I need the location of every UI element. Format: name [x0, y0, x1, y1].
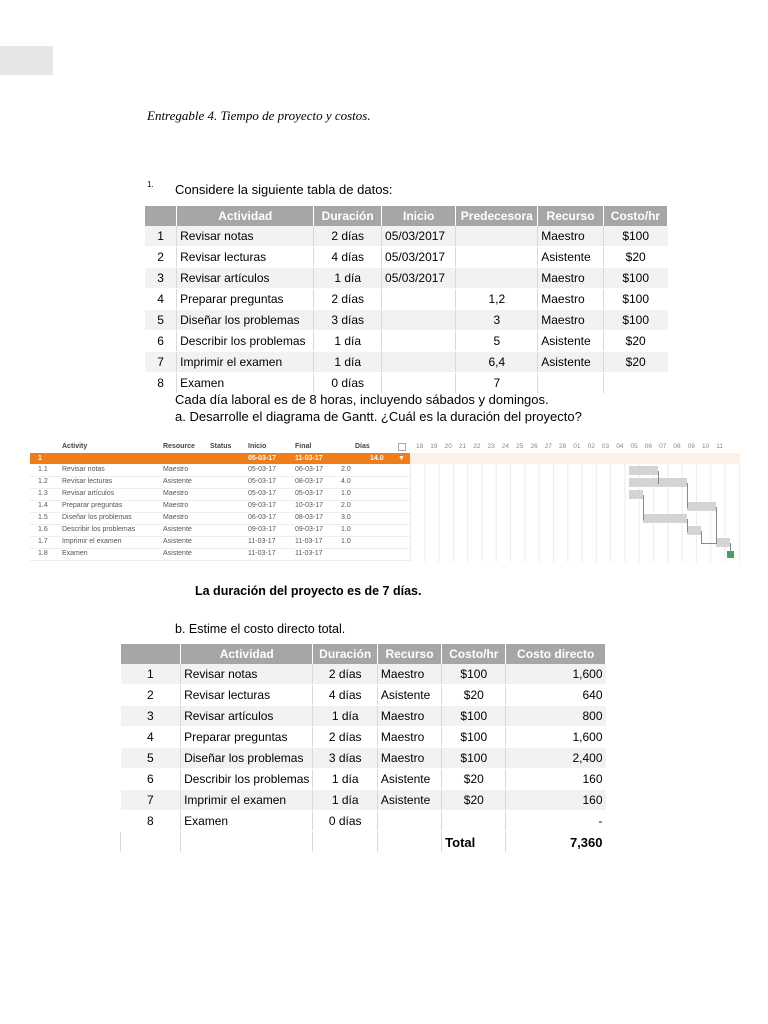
gantt-day-label: 23	[487, 443, 495, 450]
task-name: Describir los problemas	[62, 526, 136, 533]
row-number: 8	[145, 373, 177, 394]
task-start: 05-03-17	[248, 478, 277, 485]
start-date: 05/03/2017	[382, 268, 456, 289]
direct-cost: 160	[506, 769, 606, 790]
duration: 1 día	[314, 352, 382, 373]
resource	[377, 811, 441, 832]
activity-name: Preparar preguntas	[181, 727, 313, 748]
row-number: 3	[145, 268, 177, 289]
task-start: 11-03-17	[248, 550, 276, 557]
gantt-day-label: 27	[544, 443, 552, 450]
total-cell-empty	[377, 832, 441, 853]
task-resource: Asistente	[163, 526, 192, 533]
table-row	[121, 727, 606, 748]
activity-name: Imprimir el examen	[181, 790, 313, 811]
table-row	[121, 769, 606, 790]
task-resource: Maestro	[163, 490, 189, 497]
predecessor	[456, 268, 538, 289]
total-cell-empty	[121, 832, 181, 853]
table-row	[121, 664, 606, 685]
task-end: 06-03-17	[295, 466, 324, 473]
row-number: 3	[121, 706, 181, 727]
gantt-header-inicio: Inicio	[248, 443, 267, 450]
start-date	[382, 352, 456, 373]
total-cell-empty	[313, 832, 377, 853]
row-number: 2	[145, 247, 177, 268]
gantt-day-label: 07	[659, 443, 667, 450]
task-start: 05-03-17	[248, 466, 277, 473]
header-costo-directo: Costo directo	[506, 644, 606, 664]
task-name: Revisar artículos	[62, 490, 115, 497]
row-number: 4	[145, 289, 177, 310]
start-date	[382, 289, 456, 310]
header-duracion: Duración	[313, 644, 377, 664]
task-name: Imprimir el examen	[62, 538, 122, 545]
cost-per-hour: $100	[603, 310, 667, 331]
table-row	[145, 331, 668, 352]
gantt-header-activity: Activity	[62, 443, 88, 450]
table-row	[121, 790, 606, 811]
gantt-day-label: 08	[673, 443, 681, 450]
resource: Asistente	[538, 352, 604, 373]
cost-per-hour: $100	[442, 727, 506, 748]
activity-name: Preparar preguntas	[177, 289, 314, 310]
resource: Maestro	[538, 310, 604, 331]
total-value: 7,360	[506, 832, 606, 853]
gantt-chart	[30, 440, 740, 565]
duration: 1 día	[313, 790, 377, 811]
table-row	[145, 310, 668, 331]
activity-name: Revisar artículos	[181, 706, 313, 727]
gantt-bar-disenar-problemas[interactable]	[643, 514, 687, 523]
task-days: 3.0	[341, 514, 351, 521]
calendar-icon[interactable]	[398, 443, 406, 451]
predecessor	[456, 247, 538, 268]
table-row	[121, 706, 606, 727]
gantt-header-resource: Resource	[163, 443, 195, 450]
task-end: 11-03-17	[295, 538, 323, 545]
duration: 2 días	[313, 727, 377, 748]
cost-per-hour: $20	[442, 685, 506, 706]
cost-per-hour: $100	[442, 706, 506, 727]
duration: 1 día	[313, 706, 377, 727]
cost-per-hour	[442, 811, 506, 832]
table-row	[121, 811, 606, 832]
predecessor	[456, 226, 538, 247]
total-label: Total	[442, 832, 506, 853]
task-id: 1.8	[38, 550, 48, 557]
gantt-day-label: 09	[687, 443, 695, 450]
task-resource: Maestro	[163, 514, 189, 521]
activity-name: Revisar artículos	[177, 268, 314, 289]
gantt-summary-dias: 14.0	[370, 455, 384, 462]
duration: 2 días	[314, 289, 382, 310]
task-id: 1.5	[38, 514, 48, 521]
row-number: 2	[121, 685, 181, 706]
task-resource: Maestro	[163, 502, 189, 509]
task-id: 1.4	[38, 502, 48, 509]
direct-cost: 800	[506, 706, 606, 727]
row-number: 1	[121, 664, 181, 685]
gantt-day-label: 20	[444, 443, 452, 450]
duration: 2 días	[313, 664, 377, 685]
resource: Maestro	[538, 226, 604, 247]
table-row	[145, 226, 668, 247]
task-id: 1.7	[38, 538, 48, 545]
activities-table-header	[145, 206, 668, 226]
resource	[538, 373, 604, 394]
direct-cost-table	[120, 644, 606, 853]
page-corner-tab	[0, 46, 53, 75]
task-start: 09-03-17	[248, 502, 277, 509]
duration: 2 días	[314, 226, 382, 247]
gantt-summary-timeline	[410, 453, 740, 464]
cost-per-hour: $20	[442, 790, 506, 811]
cost-per-hour: $20	[603, 352, 667, 373]
gantt-bar-preparar-preguntas[interactable]	[687, 502, 716, 511]
gantt-day-label: 03	[601, 443, 610, 450]
cost-per-hour: $100	[442, 748, 506, 769]
header-number	[145, 206, 177, 226]
header-duracion: Duración	[314, 206, 382, 226]
resource: Maestro	[538, 289, 604, 310]
row-number: 7	[145, 352, 177, 373]
total-row	[121, 832, 606, 853]
task-end: 09-03-17	[295, 526, 324, 533]
gantt-link	[658, 471, 659, 484]
task-id: 1.2	[38, 478, 48, 485]
gantt-bar-revisar-articulos[interactable]	[629, 490, 643, 499]
header-recurso: Recurso	[377, 644, 441, 664]
predecessor: 5	[456, 331, 538, 352]
task-resource: Asistente	[163, 550, 192, 557]
predecessor: 1,2	[456, 289, 538, 310]
task-days: 1.0	[341, 490, 351, 497]
workday-note: Cada día laboral es de 8 horas, incluyendo sábados y domingos.	[175, 392, 549, 407]
gantt-task-row[interactable]	[30, 548, 410, 561]
task-end: 10-03-17	[295, 502, 324, 509]
question-1-text: Considere la siguiente tabla de datos:	[175, 182, 393, 197]
question-b: b. Estime el costo directo total.	[175, 622, 346, 636]
duration: 4 días	[314, 247, 382, 268]
gantt-day-label: 02	[587, 443, 595, 450]
gantt-day-label: 05	[630, 443, 638, 450]
gantt-link	[716, 507, 717, 544]
gantt-day-label: 10	[702, 443, 710, 450]
duration: 4 días	[313, 685, 377, 706]
gantt-summary-final: 11-03-17	[295, 455, 323, 462]
cost-per-hour: $100	[603, 289, 667, 310]
gantt-day-label: 21	[458, 443, 467, 450]
gantt-day-label: 26	[530, 443, 538, 450]
gantt-link	[687, 483, 688, 508]
task-id: 1.3	[38, 490, 48, 497]
header-recurso: Recurso	[538, 206, 604, 226]
table-row	[121, 685, 606, 706]
direct-cost: 2,400	[506, 748, 606, 769]
cost-per-hour: $100	[603, 226, 667, 247]
task-days: 4.0	[341, 478, 351, 485]
activity-name: Imprimir el examen	[177, 352, 314, 373]
cost-per-hour	[603, 373, 667, 394]
activities-table	[145, 206, 668, 394]
start-date	[382, 310, 456, 331]
duration: 1 día	[314, 331, 382, 352]
question-1-number: 1.	[147, 180, 154, 189]
activity-name: Revisar lecturas	[177, 247, 314, 268]
start-date: 05/03/2017	[382, 226, 456, 247]
start-date: 05/03/2017	[382, 247, 456, 268]
resource: Asistente	[377, 769, 441, 790]
task-name: Revisar notas	[62, 466, 105, 473]
task-name: Examen	[62, 550, 88, 557]
task-resource: Maestro	[163, 466, 189, 473]
predecessor: 3	[456, 310, 538, 331]
resource: Maestro	[377, 706, 441, 727]
duration: 0 días	[313, 811, 377, 832]
resource: Maestro	[377, 727, 441, 748]
direct-cost: 1,600	[506, 664, 606, 685]
activity-name: Describir los problemas	[181, 769, 313, 790]
activity-name: Revisar notas	[181, 664, 313, 685]
gantt-day-label: 04	[616, 443, 624, 450]
predecessor: 7	[456, 373, 538, 394]
task-end: 05-03-17	[295, 490, 324, 497]
table-row	[145, 268, 668, 289]
gantt-header	[30, 440, 740, 453]
gantt-day-label: 01	[573, 443, 581, 450]
duration: 3 días	[314, 310, 382, 331]
resource: Asistente	[538, 331, 604, 352]
header-costo-hr: Costo/hr	[442, 644, 506, 664]
gantt-day-label: 22	[473, 443, 481, 450]
row-number: 4	[121, 727, 181, 748]
gantt-link	[643, 495, 644, 520]
project-duration-result: La duración del proyecto es de 7 días.	[195, 584, 422, 598]
direct-cost: 640	[506, 685, 606, 706]
gantt-day-label: 19	[430, 443, 438, 450]
row-number: 6	[145, 331, 177, 352]
task-days: 2.0	[341, 502, 351, 509]
gantt-grid	[410, 464, 740, 562]
row-number: 7	[121, 790, 181, 811]
table-row	[145, 373, 668, 394]
table-row	[121, 748, 606, 769]
resource: Asistente	[377, 685, 441, 706]
activity-name: Describir los problemas	[177, 331, 314, 352]
gantt-bar-describir-problemas[interactable]	[687, 526, 701, 535]
activity-name: Revisar notas	[177, 226, 314, 247]
task-days: 1.0	[341, 526, 351, 533]
activity-name: Examen	[177, 373, 314, 394]
gantt-summary-id: 1	[38, 455, 42, 462]
chevron-down-icon[interactable]: ▼	[398, 455, 405, 462]
gantt-day-label: 06	[644, 443, 653, 450]
gantt-bar-revisar-notas[interactable]	[629, 466, 658, 475]
question-a: a. Desarrolle el diagrama de Gantt. ¿Cuál es la duración del proyecto?	[175, 409, 582, 424]
resource: Maestro	[377, 748, 441, 769]
task-end: 11-03-17	[295, 550, 323, 557]
task-resource: Asistente	[163, 538, 192, 545]
row-number: 5	[145, 310, 177, 331]
gantt-link	[730, 543, 731, 555]
start-date	[382, 331, 456, 352]
task-end: 08-03-17	[295, 514, 324, 521]
cost-per-hour: $100	[442, 664, 506, 685]
cost-per-hour: $20	[442, 769, 506, 790]
row-number: 5	[121, 748, 181, 769]
table-row	[145, 247, 668, 268]
duration: 0 días	[314, 373, 382, 394]
task-start: 09-03-17	[248, 526, 277, 533]
row-number: 6	[121, 769, 181, 790]
task-start: 06-03-17	[248, 514, 277, 521]
row-number: 8	[121, 811, 181, 832]
cost-per-hour: $20	[603, 331, 667, 352]
total-cell-empty	[181, 832, 313, 853]
header-costo-hr: Costo/hr	[603, 206, 667, 226]
activity-name: Diseñar los problemas	[177, 310, 314, 331]
header-number	[121, 644, 181, 664]
header-actividad: Actividad	[181, 644, 313, 664]
table-row	[145, 352, 668, 373]
direct-cost: 1,600	[506, 727, 606, 748]
gantt-summary-inicio: 05-03-17	[248, 455, 277, 462]
header-inicio: Inicio	[382, 206, 456, 226]
gantt-header-dias: Días	[355, 443, 370, 450]
duration: 1 día	[313, 769, 377, 790]
header-actividad: Actividad	[177, 206, 314, 226]
task-resource: Asistente	[163, 478, 192, 485]
task-days: 2.0	[341, 466, 351, 473]
gantt-header-final: Final	[295, 443, 312, 450]
resource: Asistente	[377, 790, 441, 811]
gantt-bar-imprimir-examen[interactable]	[716, 538, 730, 547]
task-name: Revisar lecturas	[62, 478, 113, 485]
gantt-day-label: 28	[559, 443, 567, 450]
task-start: 11-03-17	[248, 538, 276, 545]
table-row	[145, 289, 668, 310]
cost-per-hour: $100	[603, 268, 667, 289]
activity-name: Revisar lecturas	[181, 685, 313, 706]
task-start: 05-03-17	[248, 490, 277, 497]
gantt-day-label: 18	[416, 443, 424, 450]
task-id: 1.6	[38, 526, 48, 533]
task-days: 1.0	[341, 538, 351, 545]
resource: Maestro	[538, 268, 604, 289]
task-id: 1.1	[38, 466, 48, 473]
gantt-link	[687, 519, 688, 532]
predecessor: 6,4	[456, 352, 538, 373]
duration: 1 día	[314, 268, 382, 289]
start-date	[382, 373, 456, 394]
resource: Asistente	[538, 247, 604, 268]
direct-cost: -	[506, 811, 606, 832]
gantt-link	[701, 531, 717, 544]
gantt-header-status: Status	[210, 443, 232, 450]
cost-per-hour: $20	[603, 247, 667, 268]
resource: Maestro	[377, 664, 441, 685]
duration: 3 días	[313, 748, 377, 769]
header-predecesora: Predecesora	[456, 206, 538, 226]
task-name: Preparar preguntas	[62, 502, 123, 509]
task-end: 08-03-17	[295, 478, 324, 485]
task-name: Diseñar los problemas	[62, 514, 132, 521]
direct-cost-table-header	[121, 644, 606, 664]
document-title: Entregable 4. Tiempo de proyecto y costos.	[147, 108, 371, 123]
gantt-day-label: 25	[516, 443, 524, 450]
activity-name: Examen	[181, 811, 313, 832]
row-number: 1	[145, 226, 177, 247]
activity-name: Diseñar los problemas	[181, 748, 313, 769]
gantt-day-label: 11	[716, 443, 724, 450]
gantt-summary-row[interactable]	[30, 453, 410, 464]
direct-cost: 160	[506, 790, 606, 811]
gantt-day-label: 24	[501, 443, 510, 450]
